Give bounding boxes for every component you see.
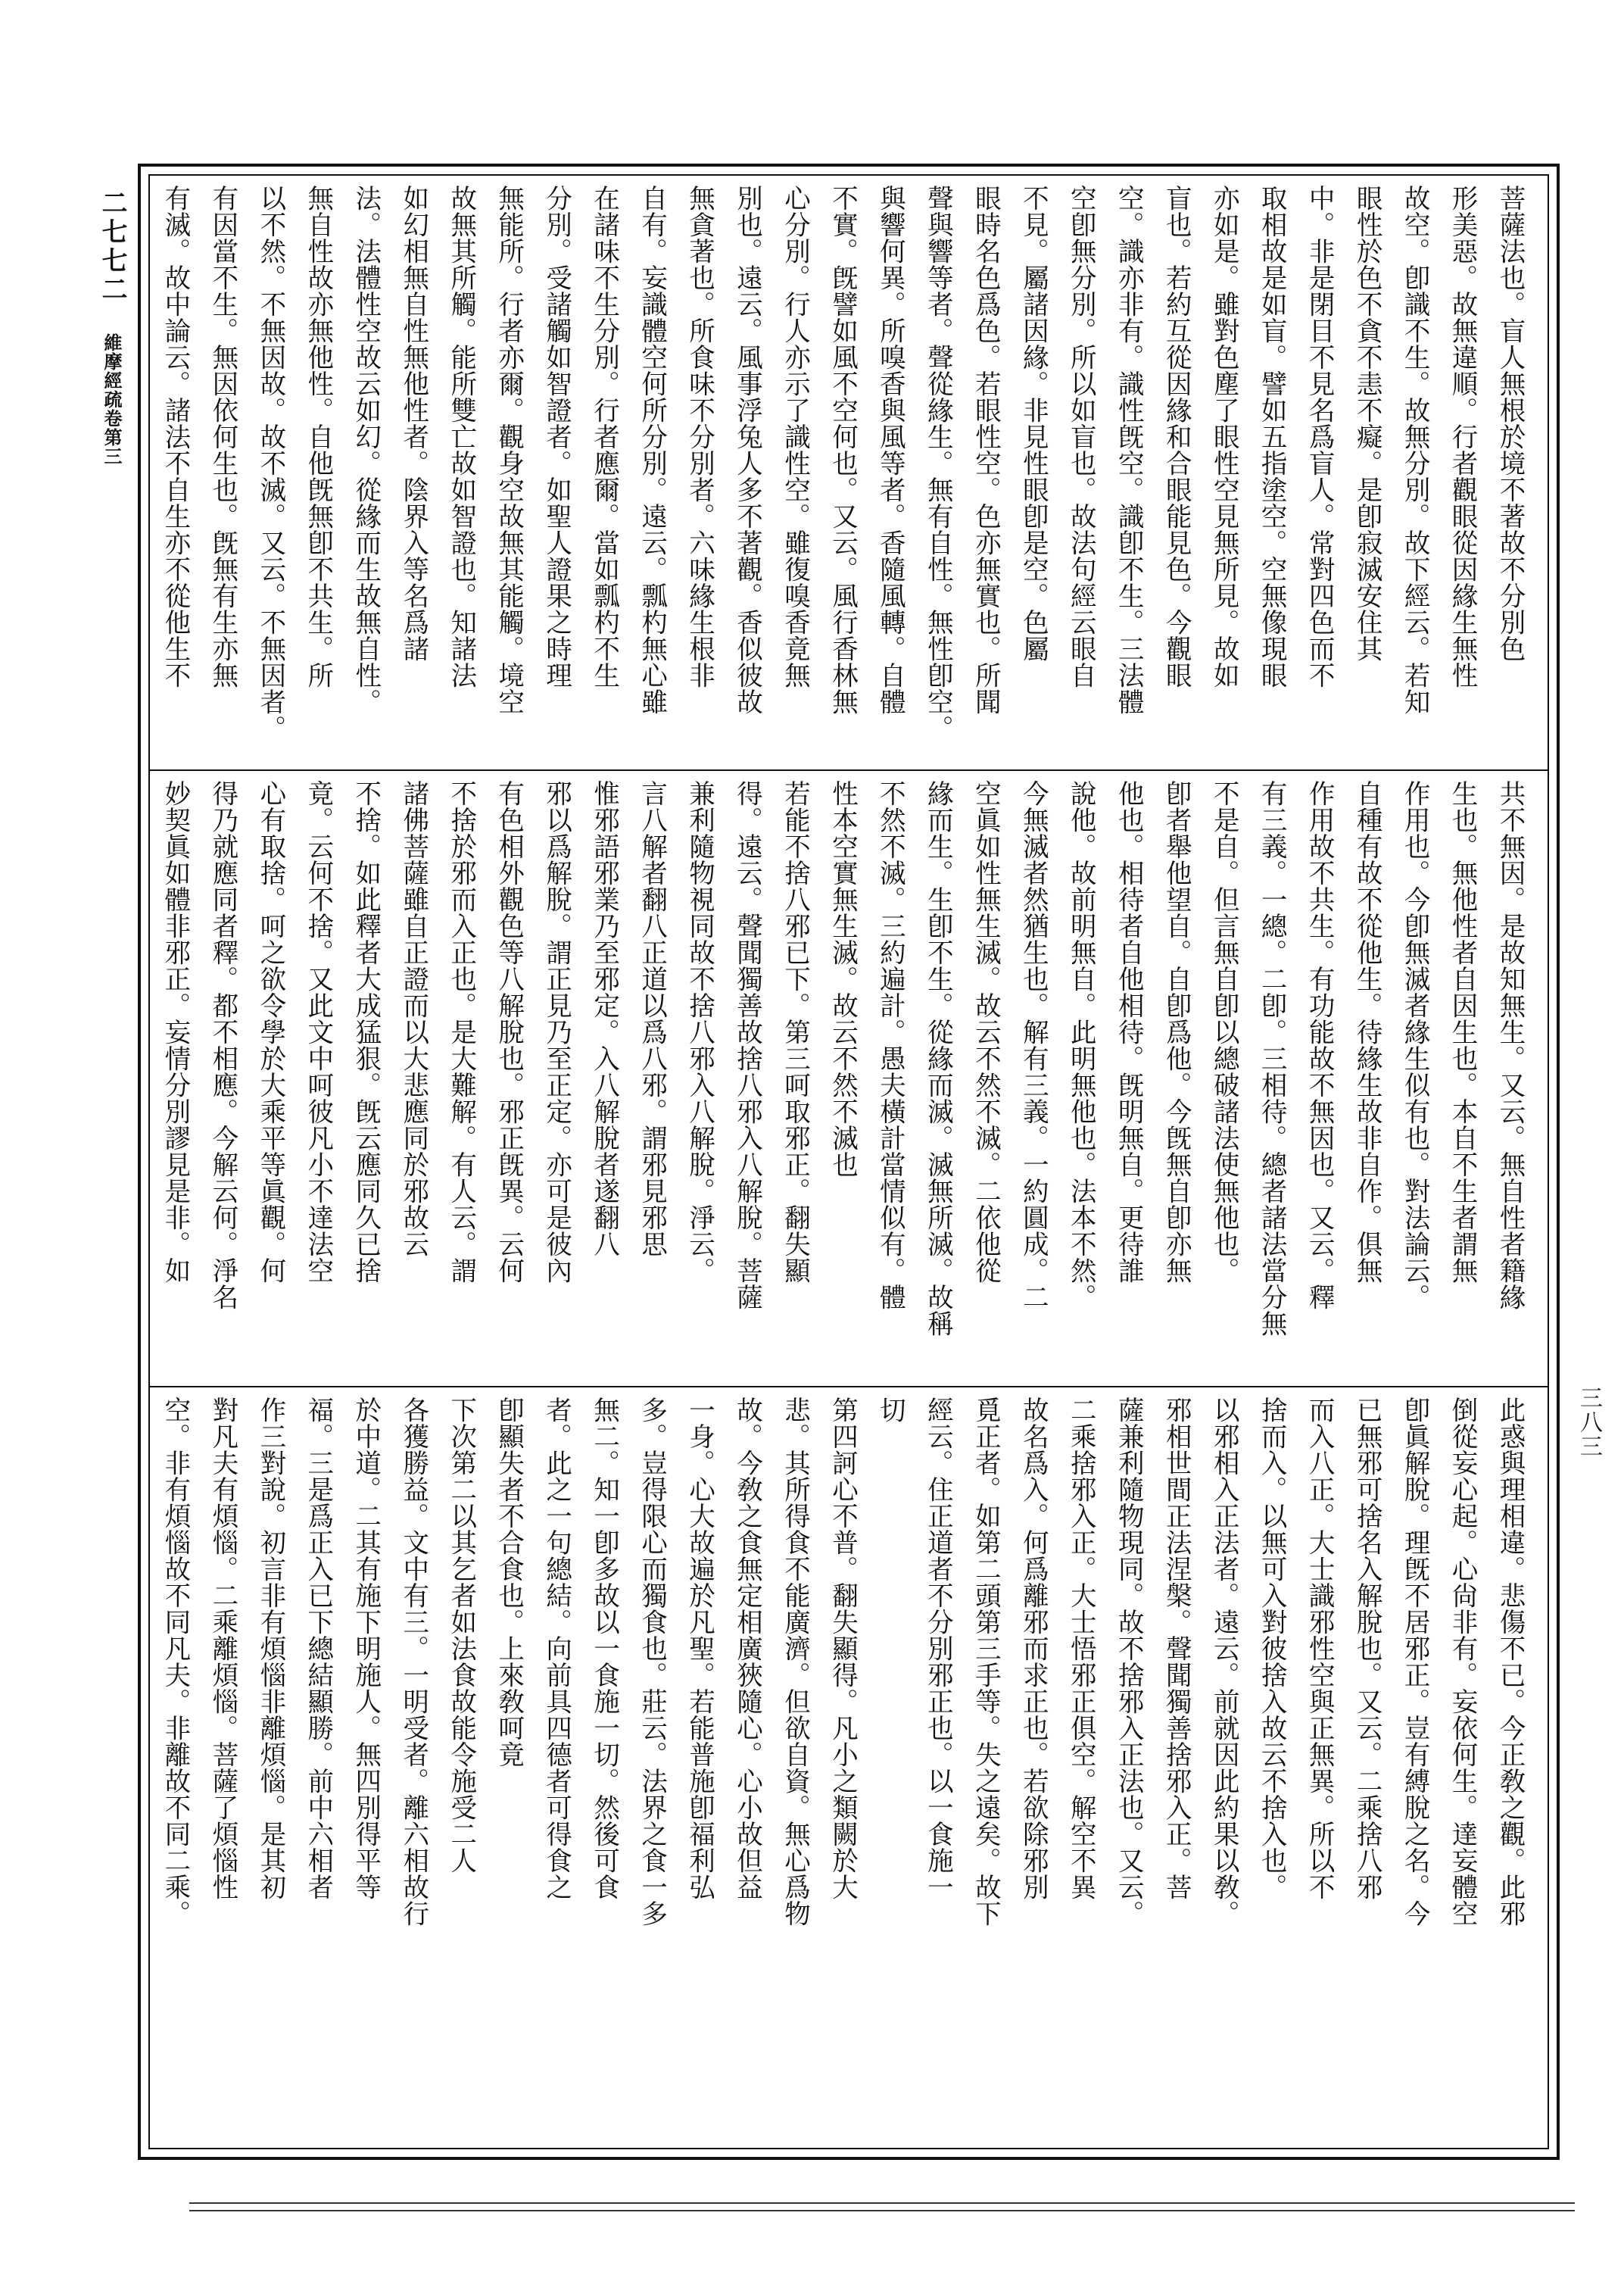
text-column: 以不然。不無因故。故不滅。又云。不無因者。 — [254, 185, 285, 741]
text-column: 眼性於色不貪不恚不癡。是卽寂滅安住其 — [1351, 185, 1382, 662]
text-column: 福。三是爲正入已下總結顯勝。前中六相者 — [302, 1397, 333, 1900]
text-column: 緣而生。生卽不生。從緣而滅。滅無所滅。故稱 — [922, 780, 953, 1337]
text-column: 捨而入。以無可入對彼捨入故云不捨入也。 — [1256, 1397, 1287, 1900]
text-column: 不然不滅。三約遍計。愚夫橫計當情似有。體 — [874, 780, 906, 1310]
text-column: 有三義。一總。二卽。三相待。總者諸法當分無 — [1256, 780, 1287, 1337]
text-column: 自種有故不從他生。待緣生故非自作。俱無 — [1351, 780, 1382, 1284]
text-column: 下次第二以其乞者如法食故能令施受二人 — [445, 1397, 476, 1874]
text-column: 眼時名色爲色。若眼性空。色亦無實也。所聞 — [970, 185, 1001, 715]
text-panel-middle — [157, 780, 1540, 1378]
text-column: 今無滅者然猶生也。解有三義。一約圓成。二 — [1018, 780, 1049, 1310]
text-column: 盲也。若約互從因緣和合眼能見色。今觀眼 — [1161, 185, 1192, 688]
text-column: 以邪相入正法者。遠云。前就因此約果以敎。 — [1208, 1397, 1239, 1927]
text-column: 於中道。二其有施下明施人。無四別得平等 — [350, 1397, 381, 1900]
text-column: 作用故不共生。有功能故不無因也。又云。釋 — [1304, 780, 1335, 1310]
text-column: 作用也。今卽無滅者緣生似有也。對法論云。 — [1399, 780, 1430, 1310]
text-column: 竟。云何不捨。又此文中呵彼凡小不達法空 — [302, 780, 333, 1284]
text-column: 有滅。故中論云。諸法不自生亦不從他生不 — [159, 185, 190, 688]
text-column: 一身。心大故遍於凡聖。若能普施卽福利弘 — [684, 1397, 715, 1900]
text-column: 無貪著也。所食味不分別者。六味緣生根非 — [684, 185, 715, 688]
text-column: 空。識亦非有。識性旣空。識卽不生。三法體 — [1113, 185, 1144, 715]
text-column: 邪相世間正法涅槃。聲聞獨善捨邪入正。菩 — [1161, 1397, 1192, 1900]
text-column: 經云。住正道者不分別邪正也。以一食施一 — [922, 1397, 953, 1900]
text-column: 已無邪可捨名入解脫也。又云。二乘捨八邪 — [1351, 1397, 1382, 1900]
text-column: 空眞如性無生滅。故云不然不滅。二依他從 — [970, 780, 1001, 1284]
text-column: 兼利隨物視同故不捨八邪入八解脫。淨云。 — [684, 780, 715, 1284]
text-column: 空。非有煩惱故不同凡夫。非離故不同二乘。 — [159, 1397, 190, 1927]
text-column: 諸佛菩薩雖自正證而以大悲應同於邪故云 — [397, 780, 429, 1257]
text-column: 第四訶心不普。翻失顯得。凡小之類闕於大 — [827, 1397, 858, 1900]
text-column: 如幻相無自性無他性者。陰界入等名爲諸 — [397, 185, 429, 662]
text-column: 分別。受諸觸如智證者。如聖人證果之時理 — [541, 185, 572, 688]
text-column: 言八解者翻八正道以爲八邪。謂邪見邪思 — [636, 780, 667, 1257]
text-column: 不實。旣譬如風不空何也。又云。風行香林無 — [827, 185, 858, 715]
text-column: 惟邪語邪業乃至邪定。入八解脫者遂翻八 — [588, 780, 619, 1257]
footer-rule-second — [189, 2210, 1575, 2211]
text-column: 無自性故亦無他性。自他旣無卽不共生。所 — [302, 185, 333, 688]
text-column: 故無其所觸。能所雙亡故如智證也。知諸法 — [445, 185, 476, 688]
text-column: 在諸味不生分別。行者應爾。當如瓢杓不生 — [588, 185, 619, 688]
text-column: 說他。故前明無自。此明無他也。法本不然。 — [1065, 780, 1096, 1310]
text-column: 切 — [874, 1397, 906, 1423]
text-column: 菩薩法也。盲人無根於境不著故不分別色 — [1495, 185, 1525, 662]
text-column: 此惑與理相違。悲傷不已。今正敎之觀。此邪 — [1495, 1397, 1525, 1927]
text-column: 覓正者。如第二頭第三手等。失之遠矣。故下 — [970, 1397, 1001, 1927]
text-column: 生也。無他性者自因生也。本自不生者謂無 — [1447, 780, 1478, 1284]
text-column: 法。法體性空故云如幻。從緣而生故無自性。 — [350, 185, 381, 715]
text-column: 有因當不生。無因依何生也。旣無有生亦無 — [207, 185, 238, 688]
text-column: 性本空實無生滅。故云不然不滅也 — [827, 780, 858, 1178]
text-column: 形美惡。故無違順。行者觀眼從因緣生無性 — [1447, 185, 1478, 688]
text-column: 故空。卽識不生。故無分別。故下經云。若知 — [1399, 185, 1430, 715]
text-column: 心分別。行人亦示了識性空。雖復嗅香竟無 — [779, 185, 810, 688]
text-column: 得。遠云。聲聞獨善故捨八邪入八解脫。菩薩 — [731, 780, 762, 1310]
text-column: 二乘捨邪入正。大士悟邪正俱空。解空不異 — [1065, 1397, 1096, 1900]
text-column: 不捨。如此釋者大成猛狠。旣云應同久已捨 — [350, 780, 381, 1284]
text-column: 別也。遠云。風事浮兔人多不著觀。香似彼故 — [731, 185, 762, 715]
text-column: 若能不捨八邪已下。第三呵取邪正。翻失顯 — [779, 780, 810, 1284]
page-number-right: 三八三 — [1576, 1386, 1602, 1459]
panel-divider-bottom — [148, 1386, 1549, 1387]
text-column: 卽者舉他望自。自卽爲他。今旣無自卽亦無 — [1161, 780, 1192, 1284]
page-number-left: 二七七二 — [97, 189, 127, 304]
text-column: 邪以爲解脫。謂正見乃至正定。亦可是彼內 — [541, 780, 572, 1284]
text-column: 心有取捨。呵之欲令學於大乘平等眞觀。何 — [254, 780, 285, 1284]
text-column: 中。非是閉目不見名爲盲人。常對四色而不 — [1304, 185, 1335, 688]
text-column: 卽眞解脫。理旣不居邪正。豈有縛脫之名。今 — [1399, 1397, 1430, 1927]
text-column: 多。豈得限心而獨食也。莊云。法界之食一多 — [636, 1397, 667, 1927]
text-column: 取相故是如盲。譬如五指塗空。空無像現眼 — [1256, 185, 1287, 688]
text-column: 不捨於邪而入正也。是大難解。有人云。謂 — [445, 780, 476, 1284]
text-column: 無能所。行者亦爾。觀身空故無其能觸。境空 — [493, 185, 524, 715]
footer-rule — [189, 2202, 1575, 2204]
text-column: 不見。屬諸因緣。非見性眼卽是空。色屬 — [1018, 185, 1049, 662]
text-column: 而入八正。大士識邪性空與正無異。所以不 — [1304, 1397, 1335, 1900]
text-column: 倒從妄心起。心尙非有。妄依何生。達妄體空 — [1447, 1397, 1478, 1927]
text-column: 與響何異。所嗅香與風等者。香隨風轉。自體 — [874, 185, 906, 715]
text-column: 無二。知一卽多故以一食施一切。然後可食 — [588, 1397, 619, 1900]
text-column: 有色相外觀色等八解脫也。邪正旣異。云何 — [493, 780, 524, 1284]
book-title: 維摩經疏卷第三 — [101, 333, 123, 466]
text-column: 他也。相待者自他相待。旣明無自。更待誰 — [1113, 780, 1144, 1284]
text-column: 不是自。但言無自卽以總破諸法使無他也。 — [1208, 780, 1239, 1284]
text-column: 故名爲入。何爲離邪而求正也。若欲除邪別 — [1018, 1397, 1049, 1900]
text-column: 空卽無分別。所以如盲也。故法句經云眼自 — [1065, 185, 1096, 688]
text-column: 薩兼利隨物現同。故不捨邪入正法也。又云。 — [1113, 1397, 1144, 1927]
text-panel-top — [157, 185, 1540, 760]
text-column: 得乃就應同者釋。都不相應。今解云何。淨名 — [207, 780, 238, 1310]
text-column: 悲。其所得食不能廣濟。但欲自資。無心爲物 — [779, 1397, 810, 1927]
text-column: 卽顯失者不合食也。上來敎呵竟 — [493, 1397, 524, 1768]
text-column: 亦如是。雖對色塵了眼性空見無所見。故如 — [1208, 185, 1239, 688]
text-column: 作三對說。初言非有煩惱非離煩惱。是其初 — [254, 1397, 285, 1900]
text-column: 自有。妄識體空何所分別。遠云。瓢杓無心雖 — [636, 185, 667, 715]
text-column: 各獲勝益。文中有三。一明受者。離六相故行 — [397, 1397, 429, 1927]
text-column: 對凡夫有煩惱。二乘離煩惱。菩薩了煩惱性 — [207, 1397, 238, 1900]
text-column: 聲與響等者。聲從緣生。無有自性。無性卽空。 — [922, 185, 953, 741]
text-column: 者。此之一句總結。向前具四德者可得食之 — [541, 1397, 572, 1900]
text-panel-bottom — [157, 1397, 1540, 2154]
text-column: 妙契眞如體非邪正。妄情分別謬見是非。如 — [159, 780, 190, 1284]
panel-divider-top — [148, 769, 1549, 771]
text-column: 故。今敎之食無定相廣狹隨心。心小故但益 — [731, 1397, 762, 1900]
text-column: 共不無因。是故知無生。又云。無自性者籍緣 — [1495, 780, 1525, 1310]
